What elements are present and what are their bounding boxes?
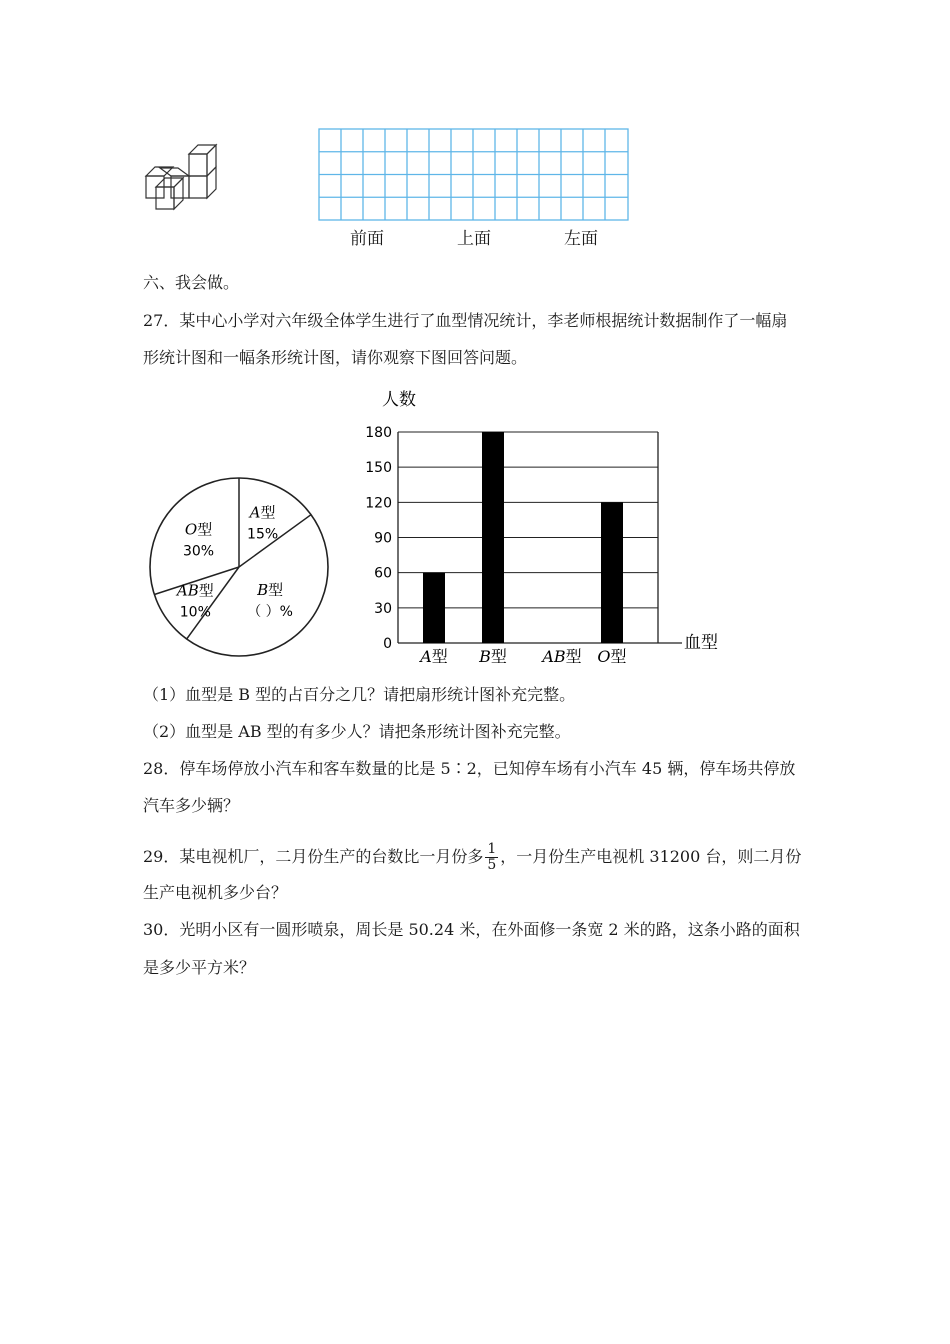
bar-ytick-30: 30 (374, 600, 392, 617)
view-label-left: 左面 (564, 229, 598, 249)
bar-ytick-180: 180 (365, 425, 392, 441)
q29-text-after: ，一月份生产电视机 31200 台，则二月份 (500, 847, 802, 866)
bar-ylabel: 人数 (382, 390, 416, 410)
q27-line2: 形统计图和一幅条形统计图，请你观察下图回答问题。 (143, 348, 528, 367)
drawing-grid (318, 128, 630, 222)
bar-ytick-0: 0 (383, 636, 392, 652)
bar-ytick-60: 60 (374, 565, 392, 582)
bar-xtick-b: B型 (479, 647, 507, 666)
bar-xtick-ab: AB型 (542, 647, 582, 666)
bar-a (423, 573, 445, 643)
pie-label-o: O型 (184, 520, 213, 539)
pie-value-ab: 10% (179, 604, 211, 621)
bar-chart (360, 385, 730, 670)
q29-frac-num: 1 (487, 841, 497, 857)
bar-ytick-150: 150 (365, 460, 392, 477)
bar-xlabel: 血型 (684, 633, 718, 653)
q27-line1: 27．某中心小学对六年级全体学生进行了血型情况统计，李老师根据统计数据制作了一幅扇 (143, 311, 788, 330)
bar-xtick-a: A型 (420, 647, 448, 666)
q29-text-before: 29．某电视机厂，二月份生产的台数比一月份多 (143, 847, 484, 866)
q30-line2: 是多少平方米？ (143, 958, 256, 977)
pie-value-b: （ ）% (247, 604, 293, 621)
q29-fraction (485, 842, 498, 873)
bar-ytick-120: 120 (365, 495, 392, 512)
q29-frac-den: 5 (487, 857, 497, 873)
q29-line1 (143, 840, 801, 874)
q27-sub1: （1）血型是 B 型的占百分之几？请把扇形统计图补充完整。 (143, 685, 576, 704)
pie-chart (144, 470, 334, 664)
bar-b (482, 432, 504, 643)
bar-o (601, 502, 623, 643)
section-title: 六、我会做。 (143, 273, 240, 292)
pie-value-o: 30% (182, 543, 215, 560)
q27-sub2: （2）血型是 AB 型的有多少人？请把条形统计图补充完整。 (143, 722, 571, 741)
bar-ytick-90: 90 (374, 530, 392, 547)
q28-line2: 汽车多少辆？ (143, 796, 240, 815)
q30-line1: 30．光明小区有一圆形喷泉，周长是 50.24 米，在外面修一条宽 2 米的路，这条小路的面积 (143, 920, 800, 939)
bar-xtick-o: O型 (597, 647, 627, 666)
cube-figure (140, 140, 226, 214)
q29-line2: 生产电视机多少台？ (143, 883, 288, 902)
q28-line1: 28．停车场停放小汽车和客车数量的比是 5∶2，已知停车场有小汽车 45 辆，停车场共停放 (143, 759, 796, 778)
pie-label-b: B型 (257, 581, 284, 600)
pie-label-a: A型 (249, 503, 276, 522)
pie-label-ab: AB型 (176, 581, 214, 600)
view-label-top: 上面 (457, 229, 491, 249)
view-label-front: 前面 (350, 229, 384, 249)
pie-value-a: 15% (247, 526, 279, 543)
